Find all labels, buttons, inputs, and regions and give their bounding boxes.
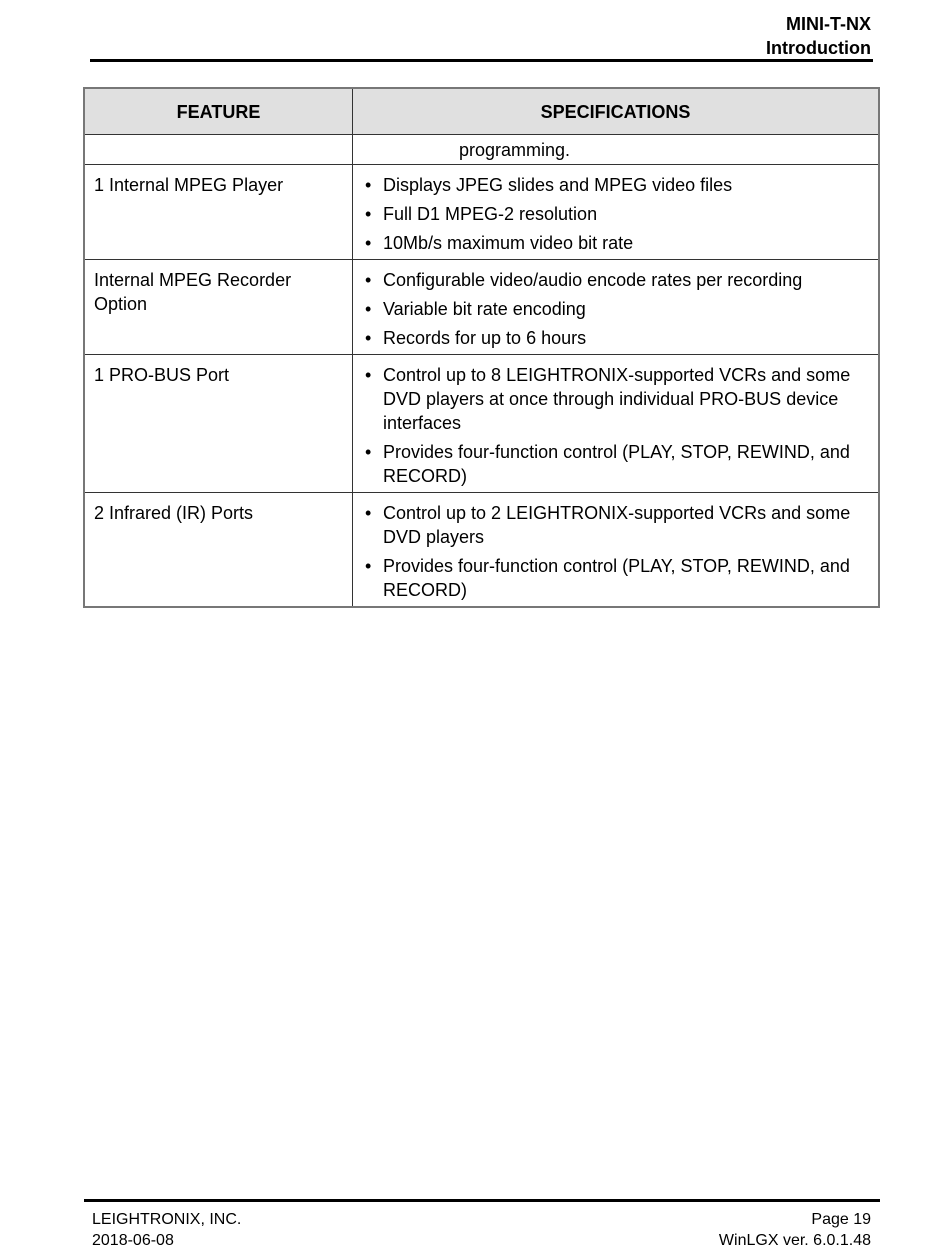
column-header-specifications: SPECIFICATIONS <box>353 88 880 135</box>
feature-spec-table <box>83 87 880 608</box>
spec-item: • Control up to 2 LEIGHTRONIX-supported VCRs and some DVD players <box>362 501 869 549</box>
feature-cell: 2 Infrared (IR) Ports <box>84 493 353 608</box>
table-row-continuation <box>84 135 879 165</box>
footer-right <box>719 1209 871 1251</box>
table-row <box>84 165 879 260</box>
spec-item: • Provides four-function control (PLAY, STOP, REWIND, and RECORD) <box>362 554 869 602</box>
spec-list <box>362 363 869 488</box>
feature-cell-empty <box>84 135 353 165</box>
spec-item: • Configurable video/audio encode rates per recording <box>362 268 869 292</box>
spec-item: • Full D1 MPEG-2 resolution <box>362 202 869 226</box>
spec-item: • Variable bit rate encoding <box>362 297 869 321</box>
footer-company: LEIGHTRONIX, INC. <box>92 1211 242 1228</box>
table-row <box>84 260 879 355</box>
spec-list <box>362 501 869 602</box>
feature-cell: Internal MPEG Recorder Option <box>84 260 353 355</box>
feature-cell: 1 PRO-BUS Port <box>84 355 353 493</box>
spec-item: • Control up to 8 LEIGHTRONIX-supported VCRs and some DVD players at once through individual PRO-BUS device interfaces <box>362 363 869 435</box>
footer-version: WinLGX ver. 6.0.1.48 <box>718 1232 871 1249</box>
footer-left <box>92 1209 241 1251</box>
spec-cell <box>353 355 880 493</box>
spec-item: • 10Mb/s maximum video bit rate <box>362 231 869 255</box>
feature-cell: 1 Internal MPEG Player <box>84 165 353 260</box>
footer-page-number: Page 19 <box>811 1211 871 1228</box>
table-row <box>84 355 879 493</box>
table-header-row <box>84 88 879 135</box>
header-rule <box>90 59 873 62</box>
spec-continuation: programming. <box>353 135 880 165</box>
page-header <box>766 12 871 60</box>
column-header-feature: FEATURE <box>84 88 353 135</box>
footer-date: 2018-06-08 <box>92 1232 174 1249</box>
spec-cell <box>353 165 880 260</box>
footer-rule <box>84 1199 880 1202</box>
section-title: Introduction <box>766 38 871 58</box>
table-row <box>84 493 879 608</box>
spec-item: • Records for up to 6 hours <box>362 326 869 350</box>
spec-list <box>362 268 869 350</box>
spec-item: • Displays JPEG slides and MPEG video files <box>362 173 869 197</box>
spec-item: • Provides four-function control (PLAY, STOP, REWIND, and RECORD) <box>362 440 869 488</box>
spec-cell <box>353 260 880 355</box>
spec-list <box>362 173 869 255</box>
document-title: MINI-T-NX <box>786 14 871 34</box>
spec-cell <box>353 493 880 608</box>
